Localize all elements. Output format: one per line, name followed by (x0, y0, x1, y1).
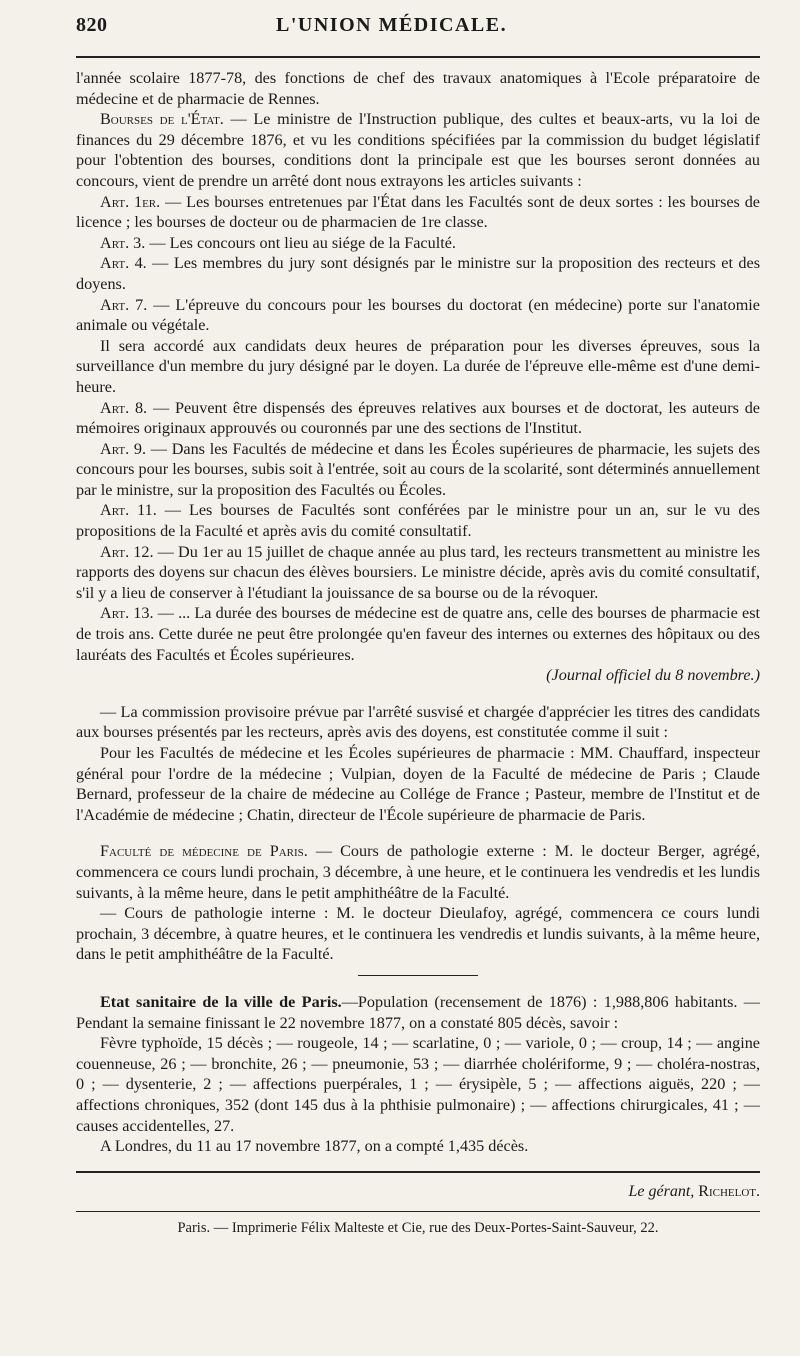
bourses-paragraph (76, 109, 760, 191)
article-11 (76, 500, 760, 541)
article-text: — Les concours ont lieu au siége de la Faculté. (145, 233, 456, 252)
source-citation: (Journal officiel du 8 novembre.) (546, 666, 760, 685)
article-text: — Du 1er au 15 juillet de chaque année au plus tard, les recteurs transmettent au ministre les rapports des doyens sur chacun des élèves boursiers. Le ministre décide, après avis du comité consultatif, s'il y a lieu de conserver à l'étudiant la jouissance de sa bourse ou de la révoquer. (76, 542, 760, 602)
article-label: Art. 8. (100, 398, 148, 417)
header-rule (76, 56, 760, 58)
article-3 (76, 233, 760, 254)
article-8 (76, 398, 760, 439)
article-label: Art. 1er. (100, 192, 161, 211)
article-text: — ... La durée des bourses de médecine est de quatre ans, celle des bourses de pharmacie est de trois ans. Cette durée ne peut être prolongée qu'en faveur des internes ou externes des hôpitaux ou des lauréats des Facultés et Écoles supérieures. (76, 604, 760, 664)
article-label: Art. 13. (100, 604, 154, 623)
journal-title: L'UNION MÉDICALE. (276, 14, 508, 36)
page-header (76, 14, 760, 44)
intro-paragraph: l'année scolaire 1877-78, des fonctions de chef des travaux anatomiques à l'Ecole préparatoire de médecine et de pharmacie de Rennes. (76, 69, 760, 108)
article-4 (76, 253, 760, 294)
faculte-paragraph (76, 841, 760, 903)
faculte-text: — Cours de pathologie externe : M. le docteur Berger, agrégé, commencera ce cours lundi prochain, 3 décembre, à une heure, et le continuera les vendredis et les lundis suivants, à la même heure, dans le petit amphithéâtre de la Faculté. (76, 842, 760, 902)
article-label: Art. 4. (100, 254, 147, 273)
article-7 (76, 295, 760, 336)
article-13 (76, 603, 760, 665)
spacer (76, 825, 760, 841)
faculte-label: Faculté de médecine de Paris. (100, 842, 308, 861)
article-text: — Les membres du jury sont désignés par le ministre sur la proposition des recteurs et des doyens. (76, 254, 760, 293)
article-1 (76, 192, 760, 233)
imprint: Paris. — Imprimerie Félix Malteste et Cie, rue des Deux-Portes-Saint-Sauveur, 22. (177, 1219, 659, 1236)
article-9 (76, 439, 760, 501)
commission-members: Pour les Facultés de médecine et les Écoles supérieures de pharmacie : MM. Chauffard, inspecteur général pour l'ordre de la médecine ; Vulpian, doyen de la Faculté de médecine de Paris ; Claude Bernard, professeur de la chaire de médecine au Collége de France ; Pasteur, membre de l'Institut et de l'Académie de médecine ; Chatin, directeur de l'École supérieure de pharmacie de Paris. (76, 744, 760, 824)
bourses-text: — Le ministre de l'Instruction publique, des cultes et beaux-arts, vu la loi de finances du 29 décembre 1876, et vu les conditions spécifiées par la commission du budget législatif pour l'obtention des bourses, conditions dont la principale est que les bourses seront données au concours, vient de prendre un arrêté dont nous extrayons les articles suivants : (76, 110, 760, 190)
article-text: — Peuvent être dispensés des épreuves relatives aux bourses et de doctorat, les auteurs de mémoires originaux approuvés ou couronnés par une des sections de l'Institut. (76, 398, 760, 438)
faculte-interne-paragraph: — Cours de pathologie interne : M. le docteur Dieulafoy, agrégé, commencera ce cours lundi prochain, 3 décembre, à quatre heures, et le continuera les vendredis et lundis suivants, à la même heure, dans le petit amphithéâtre de la Faculté. (76, 904, 760, 964)
section-divider (358, 975, 478, 976)
etat-causes: Fèvre typhoïde, 15 décès ; — rougeole, 14 ; — scarlatine, 0 ; — variole, 0 ; — croup, 14 ; — angine couenneuse, 26 ; — bronchite, 26 ; — pneumonie, 53 ; — diarrhée cholériforme, 9 ; — choléra-nostras, 0 ; — dysenterie, 2 ; — affections puerpérales, 1 ; — érysipèle, 5 ; — affections aiguës, 220 ; — affections chroniques, 352 (dont 145 dus à la phthisie pulmonaire) ; — affections chirurgicales, 41 ; — causes accidentelles, 27. (76, 1034, 760, 1135)
article-text: — L'épreuve du concours pour les bourses du doctorat (en médecine) porte sur l'anatomie animale ou végétale. (76, 295, 760, 335)
etat-label: Etat sanitaire de la ville de Paris. (100, 992, 342, 1011)
etat-text: —Population (recensement de 1876) : 1,988,806 habitants. — Pendant la semaine finissant le 22 novembre 1877, on a constaté 805 décès, savoir : (76, 992, 760, 1032)
article-12 (76, 542, 760, 604)
signature-label: Le gérant, (628, 1182, 695, 1200)
article-label: Art. 12. (100, 542, 154, 561)
signature (76, 1183, 760, 1201)
article-text: — Dans les Facultés de médecine et dans les Écoles supérieures de pharmacie, les sujets des concours pour les bourses, subis soit à l'entrée, soit au cours de la scolarité, sont déterminés annuellement par le ministre, sur la proposition des Facultés ou Écoles. (76, 439, 760, 499)
footer-rule (76, 1171, 760, 1173)
imprint-rule (76, 1211, 760, 1212)
article-label: Art. 9. (100, 439, 147, 458)
commission-intro: — La commission provisoire prévue par l'arrêté susvisé et chargée d'apprécier les titres des candidats aux bourses présentés par les recteurs, après avis des doyens, est constitutée comme il suit : (76, 702, 760, 742)
article-7-continued (76, 336, 760, 398)
spacer (76, 686, 760, 702)
page-number: 820 (76, 14, 108, 36)
etat-paragraph (76, 992, 760, 1033)
article-body (76, 68, 760, 1157)
bourses-label: Bourses de l'État. (100, 110, 224, 129)
article-text: — Les bourses entretenues par l'État dans les Facultés sont de deux sortes : les bourses de licence ; les bourses de docteur ou de pharmacien de 1re classe. (76, 192, 760, 232)
etat-londres: A Londres, du 11 au 17 novembre 1877, on a compté 1,435 décès. (100, 1137, 529, 1156)
article-text: Il sera accordé aux candidats deux heures de préparation pour les diverses épreuves, sous la surveillance d'un membre du jury désigné par le doyen. La durée de l'épreuve elle-même est d'une demi-heure. (76, 336, 760, 396)
signature-name: Richelot. (698, 1182, 760, 1200)
article-label: Art. 3. (100, 233, 146, 252)
article-text: — Les bourses de Facultés sont conférées par le ministre pour un an, sur le vu des propositions de la Faculté et après avis du comité consultatif. (76, 501, 760, 541)
article-label: Art. 7. (100, 295, 148, 314)
article-label: Art. 11. (100, 501, 157, 520)
